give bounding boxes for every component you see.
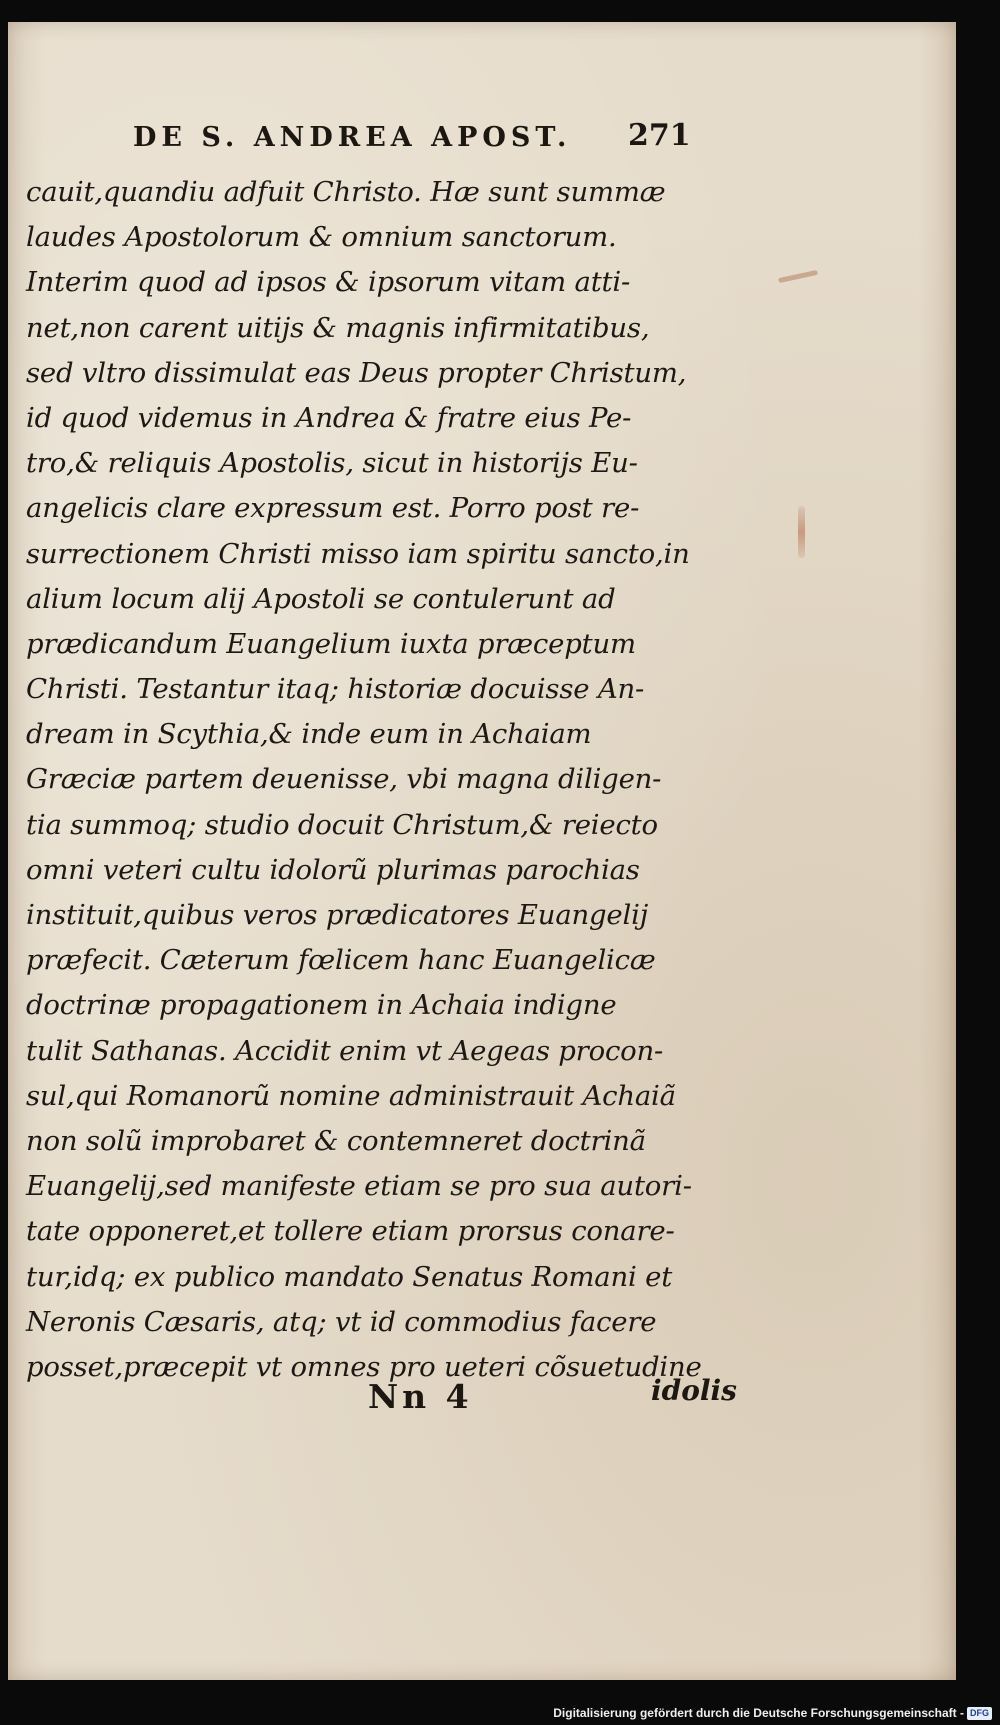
text-line: Græciæ partem deuenisse, vbi magna diligen-	[26, 763, 662, 796]
text-line: laudes Apostolorum & omnium sanctorum.	[26, 221, 617, 254]
book-page	[8, 22, 956, 1680]
text-line: præfecit. Cæterum fœlicem hanc Euangelicæ	[26, 944, 656, 977]
running-header: DE S. ANDREA APOST.	[133, 122, 572, 153]
text-line: instituit,quibus veros prædicatores Euangelij	[26, 899, 649, 931]
text-line: tro,& reliquis Apostolis, sicut in historijs Eu-	[26, 447, 638, 480]
dfg-logo-icon: DFG	[967, 1707, 992, 1720]
text-line: alium locum alij Apostoli se contulerunt ad	[26, 582, 616, 615]
paper-stain	[778, 270, 818, 283]
text-line: angelicis clare expressum est. Porro post re-	[26, 492, 640, 525]
text-line: tate opponeret,et tollere etiam prorsus conare-	[26, 1215, 675, 1248]
text-line: tia summoq; studio docuit Christum,& reiecto	[26, 808, 658, 841]
text-line: Interim quod ad ipsos & ipsorum vitam atti-	[26, 266, 631, 299]
text-line: posset,præcepit vt omnes pro ueteri cõsuetudine	[26, 1350, 702, 1383]
signature-mark: Nn 4	[368, 1377, 473, 1416]
text-line: prædicandum Euangelium iuxta præceptum	[26, 627, 636, 660]
catchword: idolis	[651, 1374, 737, 1407]
text-line: sul,qui Romanorũ nomine administrauit Achaiã	[26, 1079, 676, 1112]
text-line: sed vltro dissimulat eas Deus propter Christum,	[26, 356, 687, 389]
text-line: non solũ improbaret & contemneret doctrinã	[26, 1124, 646, 1157]
text-line: dream in Scythia,& inde eum in Achaiam	[26, 718, 592, 751]
paper-stain	[798, 506, 805, 558]
text-line: Euangelij,sed manifeste etiam se pro sua autori-	[26, 1170, 692, 1203]
text-line: net,non carent uitijs & magnis infirmitatibus,	[26, 311, 650, 344]
text-line: cauit,quandiu adfuit Christo. Hæ sunt summæ	[26, 176, 666, 208]
text-line: Neronis Cæsaris, atq; vt id commodius facere	[26, 1305, 657, 1338]
text-line: omni veteri cultu idolorũ plurimas parochias	[26, 853, 640, 886]
digitization-credit	[553, 1706, 992, 1720]
text-line: id quod videmus in Andrea & fratre eius Pe-	[26, 401, 632, 434]
text-line: surrectionem Christi misso iam spiritu sancto,in	[26, 537, 690, 570]
text-line: Christi. Testantur itaq; historiæ docuisse An-	[26, 673, 645, 706]
text-line: tulit Sathanas. Accidit enim vt Aegeas procon-	[26, 1034, 664, 1067]
folio-number: 271	[628, 118, 691, 153]
page-text	[26, 170, 726, 1390]
text-line: doctrinæ propagationem in Achaia indigne	[26, 989, 617, 1022]
credit-text: Digitalisierung gefördert durch die Deutsche Forschungsgemeinschaft -	[553, 1706, 964, 1720]
text-line: tur,idq; ex publico mandato Senatus Romani et	[26, 1260, 673, 1293]
